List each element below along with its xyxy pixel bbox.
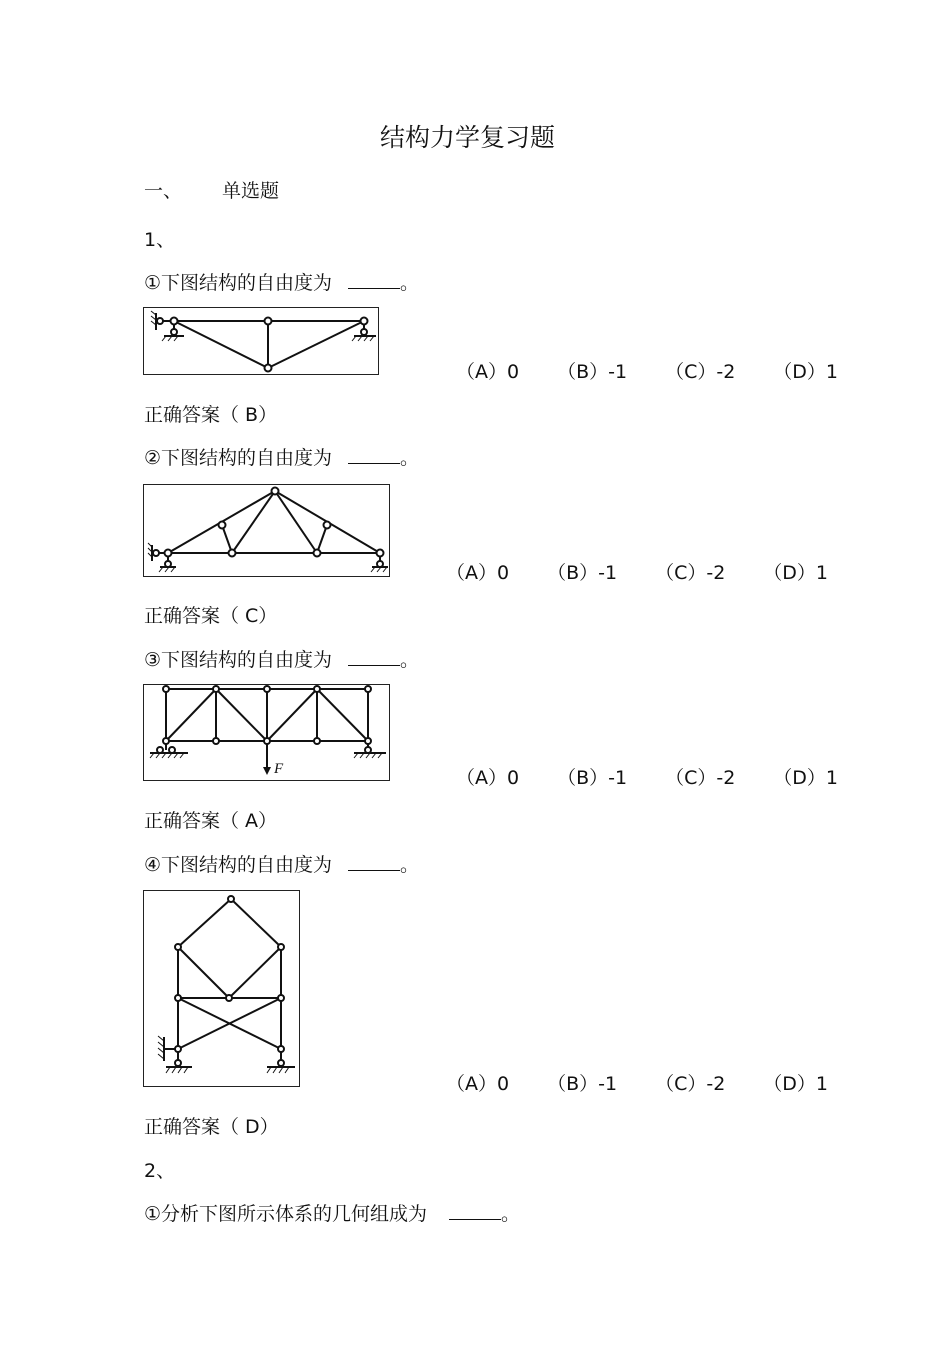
answer-1-4: 正确答案（ D）: [144, 1116, 279, 1138]
group-number-2: 2、: [144, 1160, 176, 1182]
answer-blank[interactable]: [449, 1201, 501, 1220]
answer-1-1: 正确答案（ B）: [144, 404, 278, 426]
question-end: 。: [400, 447, 420, 469]
option-a[interactable]: （A）0: [456, 361, 520, 383]
answer-blank[interactable]: [348, 852, 400, 871]
figure-3-truss: [143, 684, 390, 781]
option-d[interactable]: （D）1: [763, 1073, 829, 1095]
force-label: F: [274, 761, 284, 777]
group-number-1: 1、: [144, 229, 176, 251]
answer-blank[interactable]: [348, 647, 400, 666]
question-end: 。: [400, 649, 420, 671]
figure-2-truss: [143, 484, 390, 577]
question-2-1-prompt: [144, 1199, 520, 1226]
question-1-1-prompt: [144, 268, 419, 295]
answer-blank[interactable]: [348, 445, 400, 464]
question-text: ③下图结构的自由度为: [144, 649, 333, 671]
question-text: ④下图结构的自由度为: [144, 854, 333, 876]
question-text: ①分析下图所示体系的几何组成为: [144, 1203, 428, 1225]
options-1-3: [456, 763, 838, 790]
section-heading: [144, 176, 279, 203]
option-d[interactable]: （D）1: [763, 562, 829, 584]
answer-1-2: 正确答案（ C）: [144, 605, 278, 627]
question-text: ①下图结构的自由度为: [144, 272, 333, 294]
answer-1-3: 正确答案（ A）: [144, 810, 278, 832]
option-b[interactable]: （B）-1: [557, 361, 628, 383]
options-1-2: [446, 558, 828, 585]
options-1-4: [446, 1069, 828, 1096]
option-b[interactable]: （B）-1: [547, 562, 618, 584]
figure-4-frame: [143, 890, 300, 1087]
question-end: 。: [400, 272, 420, 294]
section-name: 单选题: [222, 180, 280, 202]
option-a[interactable]: （A）0: [446, 562, 510, 584]
option-a[interactable]: （A）0: [446, 1073, 510, 1095]
options-1-1: [456, 357, 838, 384]
page-title: 结构力学复习题: [379, 123, 555, 152]
option-c[interactable]: （C）-2: [655, 1073, 726, 1095]
question-1-3-prompt: [144, 645, 419, 672]
option-c[interactable]: （C）-2: [655, 562, 726, 584]
option-b[interactable]: （B）-1: [547, 1073, 618, 1095]
question-1-2-prompt: [144, 443, 419, 470]
section-number: 一、: [144, 180, 183, 202]
option-c[interactable]: （C）-2: [665, 767, 736, 789]
option-c[interactable]: （C）-2: [665, 361, 736, 383]
option-b[interactable]: （B）-1: [557, 767, 628, 789]
question-1-4-prompt: [144, 850, 419, 877]
answer-blank[interactable]: [348, 270, 400, 289]
figure-1-truss: [143, 307, 379, 375]
question-end: 。: [400, 854, 420, 876]
option-a[interactable]: （A）0: [456, 767, 520, 789]
question-text: ②下图结构的自由度为: [144, 447, 333, 469]
question-end: 。: [501, 1203, 521, 1225]
option-d[interactable]: （D）1: [773, 361, 839, 383]
option-d[interactable]: （D）1: [773, 767, 839, 789]
